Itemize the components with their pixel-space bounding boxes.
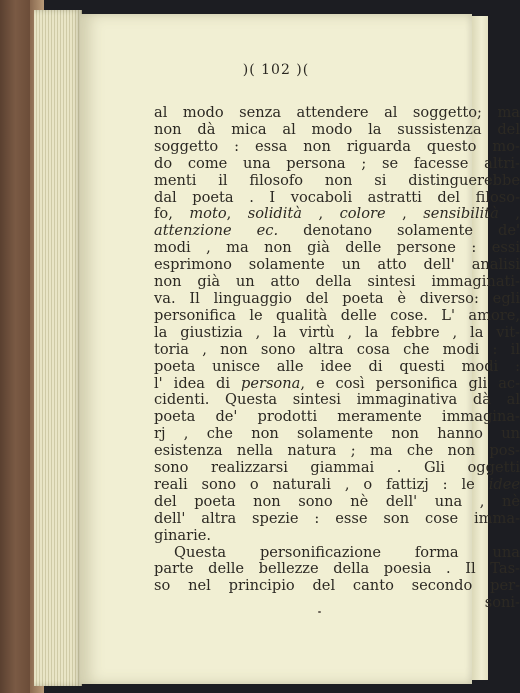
text-line: esprimono solamente un atto dell' analisi xyxy=(154,256,520,274)
text-line: reali sono o naturali , o fattizj : le idee xyxy=(154,475,520,493)
text-line: ginarie. xyxy=(154,526,212,544)
text-line: al modo senza attendere al soggetto; ma xyxy=(154,104,520,121)
text-line: poeta de' prodotti meramente immagina- xyxy=(154,408,520,426)
text-line: sono realizzarsi giammai . Gli oggetti xyxy=(154,459,520,477)
text-line: soggetto : essa non riguarda questo mo- xyxy=(154,137,520,155)
text-line: cidenti. Questa sintesi immaginativa dà al xyxy=(154,391,520,409)
text-line: soni- xyxy=(484,594,520,612)
page-body-text xyxy=(154,105,520,612)
text-line: dal poeta . I vocaboli astratti del filoso- xyxy=(154,188,520,206)
text-line: poeta unisce alle idee di questi modi : xyxy=(154,357,520,375)
text-line: del poeta non sono nè dell' una , nè xyxy=(154,492,520,510)
text-line: l' idea di persona, e così personifica gli ac- xyxy=(154,374,520,392)
text-line: personifica le qualità delle cose. L' amore, xyxy=(154,306,520,324)
text-line: va. Il linguaggio del poeta è diverso: egli xyxy=(154,289,520,307)
text-line: fo, moto, solidità , colore , sensibilità , xyxy=(154,205,520,223)
text-line: so nel principio del canto secondo per- xyxy=(154,577,520,595)
text-line: rj , che non solamente non hanno un xyxy=(154,425,520,443)
text-line: modi , ma non già delle persone : essi xyxy=(154,239,520,257)
text-line: do come una persona ; se facesse altri- xyxy=(154,154,520,172)
text-line: menti il filosofo non si distinguerebbe xyxy=(154,171,520,189)
text-line: Questa personificazione forma una xyxy=(174,543,520,561)
text-line: esistenza nella natura ; ma che non pos- xyxy=(154,442,520,460)
text-line: attenzione ec. denotano solamente de' xyxy=(154,222,520,240)
text-line: non dà mica al modo la sussistenza del xyxy=(154,120,520,138)
text-line: toria , non sono altra cosa che modi : il xyxy=(154,340,520,358)
background-corner xyxy=(472,0,488,16)
text-line: la giustizia , la virtù , la febbre , la vit- xyxy=(154,323,520,341)
page-edges xyxy=(34,10,82,686)
text-line: dell' altra spezie : esse son cose imma- xyxy=(154,509,520,527)
text-line: non già un atto della sintesi immaginati- xyxy=(154,273,520,291)
page-number: )( 102 )( xyxy=(242,62,310,78)
ink-mark xyxy=(318,611,321,613)
text-line: parte delle bellezze della poesia . Il Tas- xyxy=(154,560,520,578)
book-page xyxy=(80,14,520,684)
